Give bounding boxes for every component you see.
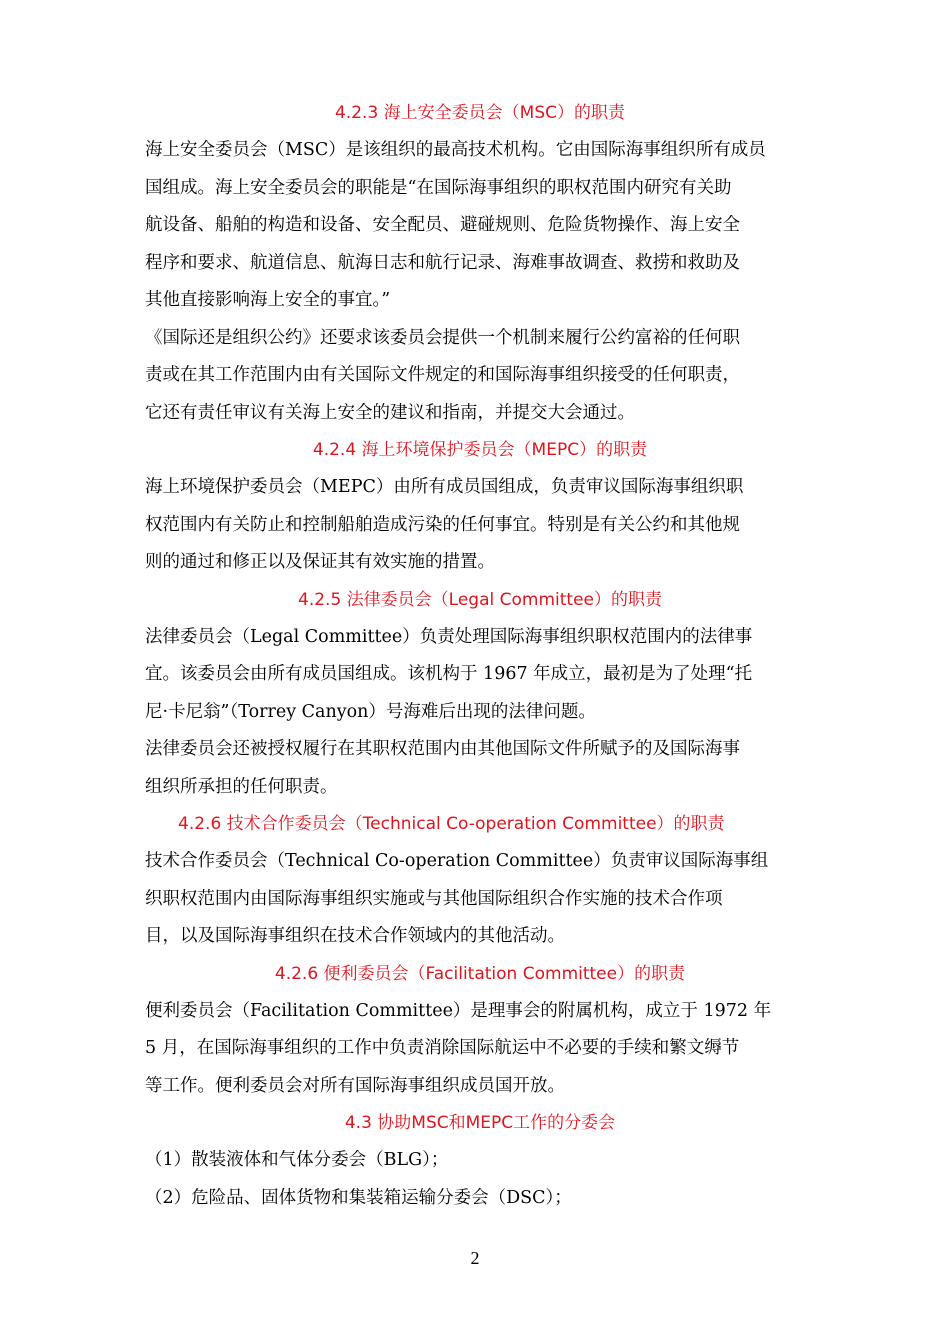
list-item: [145, 1142, 815, 1180]
text-line: （2）危险品、固体货物和集装箱运输分委会（DSC）；: [145, 1187, 572, 1208]
text-line: 组织所承担的任何职责。: [145, 776, 338, 797]
page-number: 2: [470, 1248, 480, 1268]
section-heading: 4.2.6 技术合作委员会（Technical Co-operation Committee）的职责: [178, 814, 725, 834]
text-line: 其他直接影响海上安全的事宜。”: [145, 290, 391, 310]
text-line: 宜。该委员会由所有成员国组成。该机构于 1967 年成立，最初是为了处理“托: [145, 664, 753, 684]
paragraph: [145, 619, 815, 732]
section-heading: 4.2.5 法律委员会（Legal Committee）的职责: [298, 589, 662, 610]
text-line: 航设备、船舶的构造和设备、安全配员、避碰规则、危险货物操作、海上安全: [145, 215, 740, 235]
section-heading: 4.2.6 便利委员会（Facilitation Committee）的职责: [274, 963, 686, 984]
text-line: 海上环境保护委员会（MEPC）由所有成员国组成，负责审议国际海事组织职: [145, 477, 744, 497]
document-body: [145, 95, 815, 1217]
text-line: 便利委员会（Facilitation Committee）是理事会的附属机构，成立于 1972 年: [145, 1000, 772, 1021]
text-line: 责或在其工作范围内由有关国际文件规定的和国际海事组织接受的任何职责，: [145, 365, 740, 385]
paragraph: [145, 731, 815, 806]
text-line: （1）散装液体和气体分委会（BLG）；: [145, 1150, 449, 1170]
text-line: 海上安全委员会（MSC）是该组织的最高技术机构。它由国际海事组织所有成员: [145, 140, 766, 160]
text-line: 它还有责任审议有关海上安全的建议和指南，并提交大会通过。: [145, 402, 635, 423]
paragraph: [145, 132, 815, 320]
text-line: 《国际还是组织公约》还要求该委员会提供一个机制来履行公约富裕的任何职: [145, 327, 740, 348]
text-line: 目，以及国际海事组织在技术合作领域内的其他活动。: [145, 926, 565, 946]
text-line: 等工作。便利委员会对所有国际海事组织成员国开放。: [145, 1075, 565, 1096]
text-line: 技术合作委员会（Technical Co-operation Committee）负责审议国际海事组: [145, 851, 769, 871]
text-line: 法律委员会（Legal Committee）负责处理国际海事组织职权范围内的法律事: [145, 626, 753, 647]
text-line: 织职权范围内由国际海事组织实施或与其他国际组织合作实施的技术合作项: [145, 888, 723, 909]
paragraph: [145, 469, 815, 582]
paragraph: [145, 993, 815, 1106]
text-line: 5 月，在国际海事组织的工作中负责消除国际航运中不必要的手续和繁文缛节: [145, 1038, 740, 1058]
text-line: 权范围内有关防止和控制船舶造成污染的任何事宜。特别是有关公约和其他规: [145, 514, 740, 535]
section-heading: 4.2.4 海上环境保护委员会（MEPC）的职责: [312, 440, 648, 460]
text-line: 尼·卡尼翁”（Torrey Canyon）号海难后出现的法律问题。: [145, 701, 596, 722]
section-heading: 4.2.3 海上安全委员会（MSC）的职责: [335, 103, 625, 123]
section-heading: 4.3 协助MSC和MEPC工作的分委会: [344, 1113, 616, 1133]
text-line: 程序和要求、航道信息、航海日志和航行记录、海难事故调查、救捞和救助及: [145, 252, 740, 273]
text-line: 国组成。海上安全委员会的职能是“在国际海事组织的职权范围内研究有关助: [145, 177, 732, 198]
text-line: 则的通过和修正以及保证其有效实施的措置。: [145, 552, 495, 572]
list-item: [145, 1180, 815, 1218]
paragraph: [145, 320, 815, 433]
paragraph: [145, 843, 815, 956]
text-line: 法律委员会还被授权履行在其职权范围内由其他国际文件所赋予的及国际海事: [145, 739, 740, 759]
